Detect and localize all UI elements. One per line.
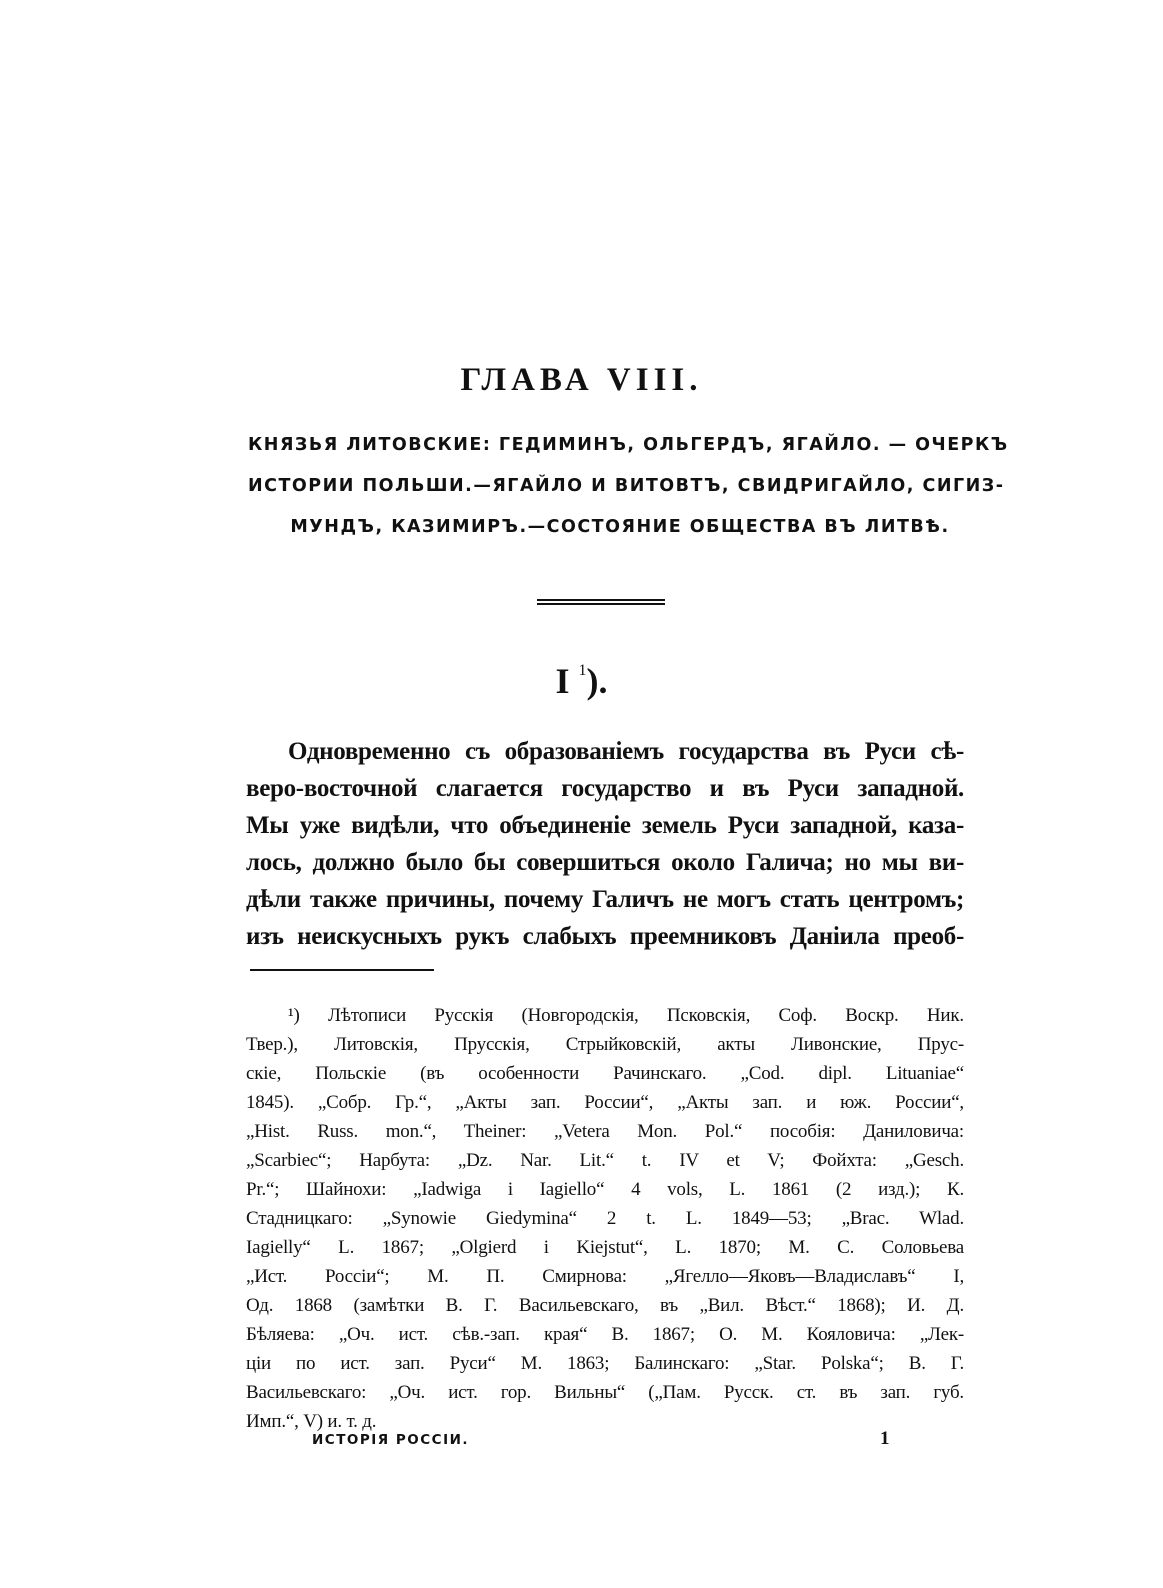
footnote-line: Васильевскаго: „Оч. ист. гор. Вильны“ („Пам. Русск. ст. въ зап. губ. [246,1382,964,1403]
footnote-line: Бѣляева: „Оч. ист. сѣв.-зап. края“ В. 1867; О. М. Кояловича: „Лек- [246,1324,964,1345]
footnote-line: Стадницкаго: „Synowie Giedymina“ 2 t. L. 1849—53; „Brac. Wlad. [246,1208,964,1229]
summary-line: КНЯЗЬЯ ЛИТОВСКИЕ: ГЕДИМИНЪ, ОЛЬГЕРДЪ, ЯГАЙЛО. — ОЧЕРКЪ [248,435,1009,455]
chapter-title: ГЛАВА VIII. [460,362,703,398]
footnote [246,1001,964,1436]
footnote-line: ¹) Лѣтописи Русскія (Новгородскія, Псковскія, Соф. Воскр. Ник. [288,1005,964,1026]
section-heading-tail: ). [586,661,608,701]
chapter-summary [248,430,1009,553]
footnote-line: Pr.“; Шайнохи: „Iadwiga i Iagiello“ 4 vols, L. 1861 (2 изд.); К. [246,1179,964,1200]
summary-line: МУНДЪ, КАЗИМИРЪ.—СОСТОЯНИЕ ОБЩЕСТВА ВЪ ЛИТВѢ. [290,517,950,537]
summary-line: ИСТОРИИ ПОЛЬШИ.—ЯГАЙЛО И ВИТОВТЪ, СВИДРИГАЙЛО, СИГИЗ- [248,476,1005,496]
footnote-separator [250,969,434,971]
body-line: Мы уже видѣли, что объединеніе земель Руси западной, каза- [246,812,964,839]
page-number: 1 [880,1428,890,1449]
section-numeral: I [555,661,570,701]
body-line: изъ неискусныхъ рукъ слабыхъ преемниковъ Даніила преоб- [246,923,964,950]
double-rule-divider [537,599,665,605]
body-line: дѣли также причины, почему Галичъ не могъ стать центромъ; [246,886,964,913]
footnote-line: 1845). „Собр. Гр.“, „Акты зап. России“, „Акты зап. и юж. России“, [246,1092,964,1113]
section-heading [0,660,1163,702]
body-line: лось, должно было бы совершиться около Галича; но мы ви- [246,849,964,876]
footnote-line: Имп.“, V) и. т. д. [246,1411,377,1432]
body-paragraph [246,733,964,955]
footnote-line: „Ист. Россіи“; М. П. Смирнова: „Ягелло—Яковъ—Владиславъ“ I, [246,1266,964,1287]
footnote-line: „Scarbiec“; Нарбута: „Dz. Nar. Lit.“ t. IV et V; Фойхта: „Gesch. [246,1150,964,1171]
footnote-line: Твер.), Литовскія, Прусскія, Стрыйковскій, акты Ливонские, Прус- [246,1034,964,1055]
footnote-line: Од. 1868 (замѣтки В. Г. Васильевскаго, въ „Вил. Вѣст.“ 1868); И. Д. [246,1295,964,1316]
footnote-line: Iagielly“ L. 1867; „Olgierd i Kiejstut“, L. 1870; М. С. Соловьева [246,1237,964,1258]
signature-mark: ИСТОРІЯ РОССІИ. [312,1432,470,1448]
footnote-line: „Hist. Russ. mon.“, Theiner: „Vetera Mon. Pol.“ пособія: Даниловича: [246,1121,964,1142]
body-line: Одновременно съ образованіемъ государства въ Руси сѣ- [288,738,964,765]
footnote-line: ціи по ист. зап. Руси“ М. 1863; Балинскаго: „Star. Polska“; В. Г. [246,1353,964,1374]
footnote-line: скіе, Польскіе (въ особенности Рачинскаго. „Cod. dipl. Lituaniae“ [246,1063,964,1084]
body-line: веро-восточной слагается государство и въ Руси западной. [246,775,964,802]
footnote-reference: 1 [578,662,587,679]
